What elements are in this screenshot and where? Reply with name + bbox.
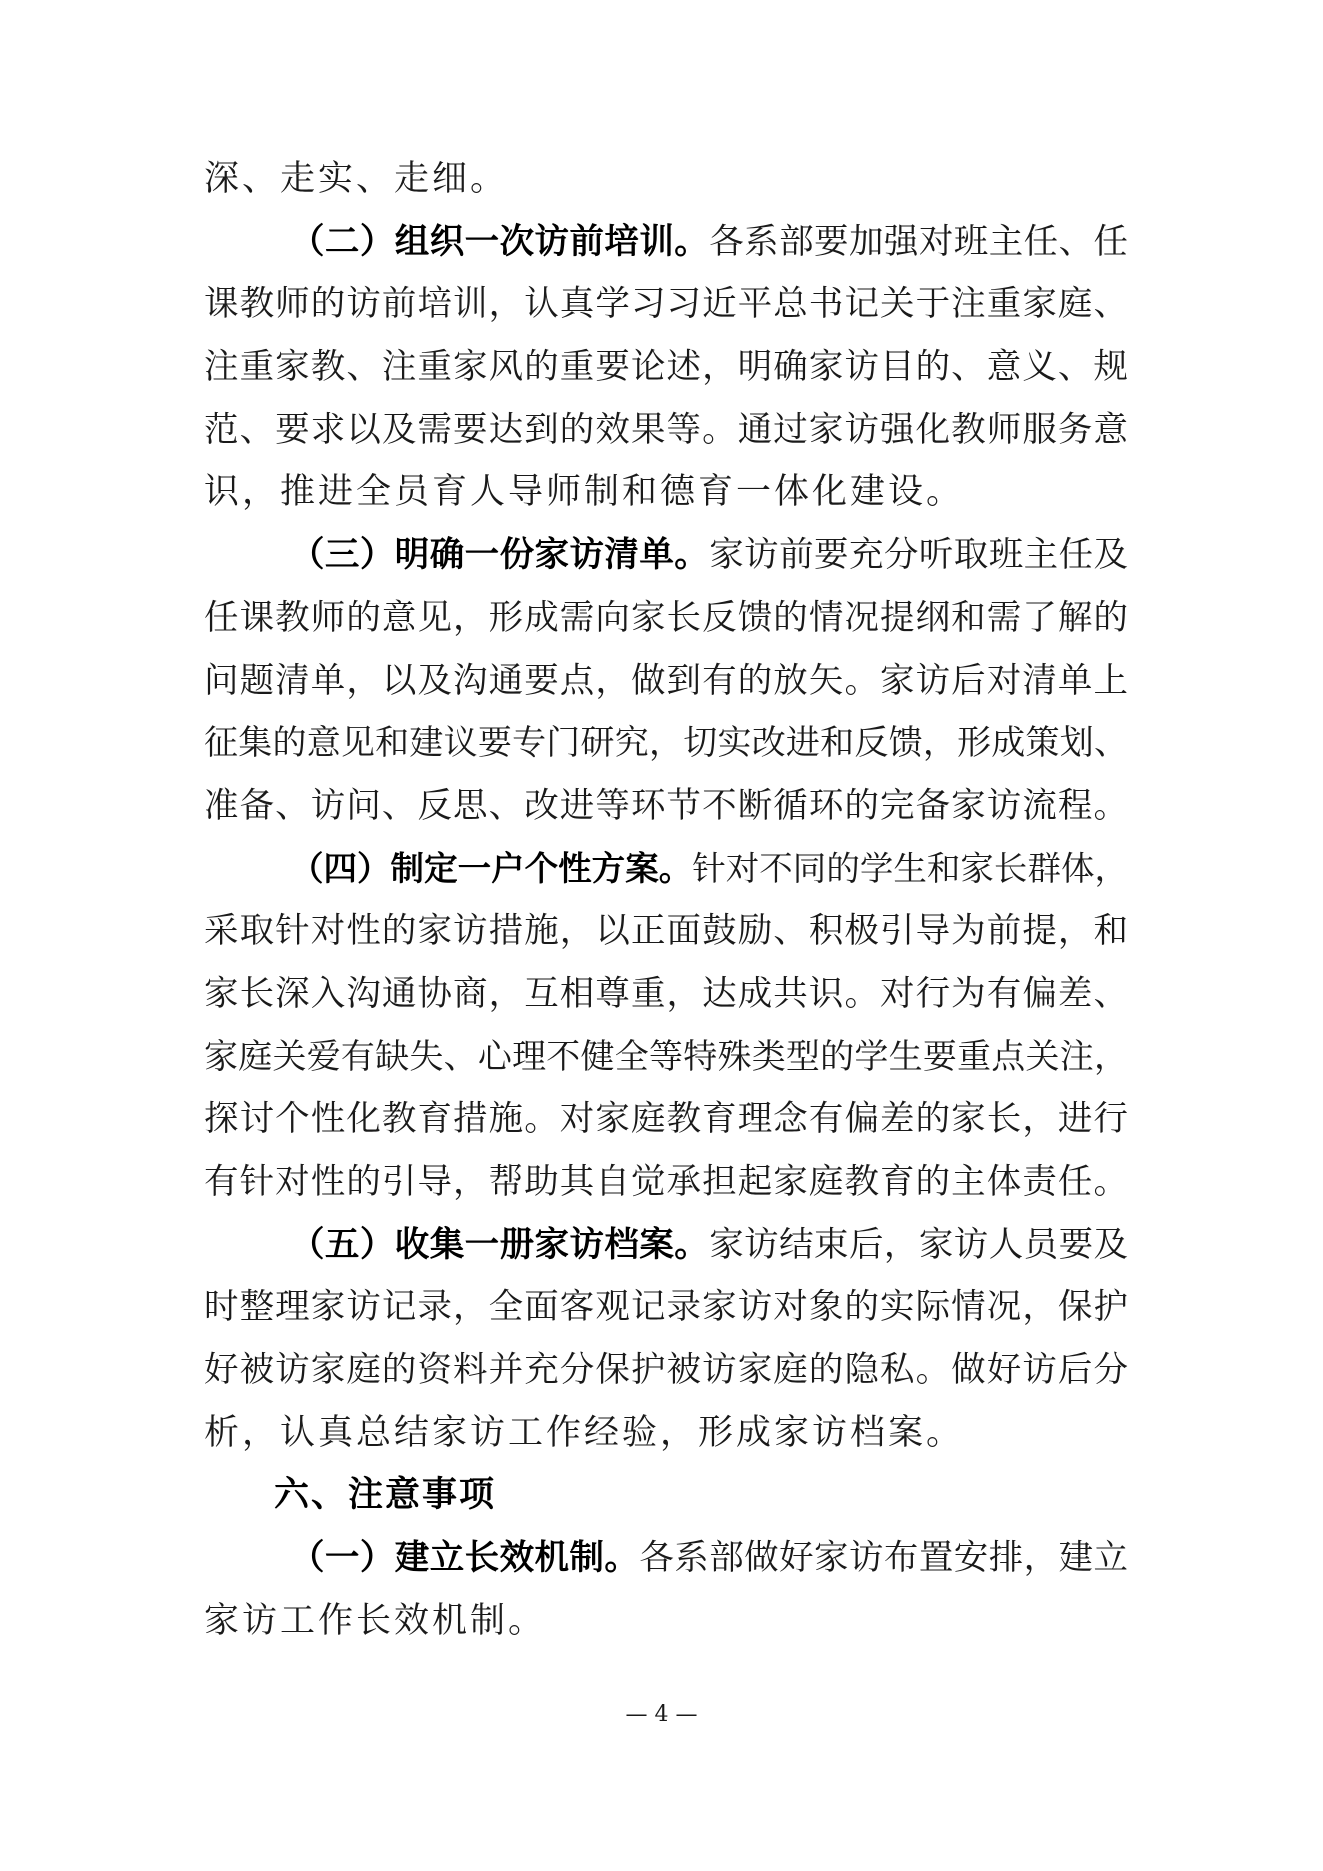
subsection-title: （四）制定一户个性方案。 <box>290 848 693 888</box>
paragraph-line <box>204 1339 1128 1402</box>
paragraph-text: 析，认真总结家访工作经验，形成家访档案。 <box>204 1412 965 1453</box>
paragraph-line <box>204 148 1128 211</box>
paragraph-line <box>204 650 1128 713</box>
paragraph-text: 深、走实、走细。 <box>204 159 509 199</box>
paragraph-line <box>204 712 1128 775</box>
subsection-title: （一）建立长效机制。 <box>290 1538 640 1579</box>
paragraph-text: 课教师的访前培训，认真学习习近平总书记关于注重家庭、 <box>204 284 1128 325</box>
paragraph-text: 任课教师的意见，形成需向家长反馈的情况提纲和需了解的 <box>204 597 1128 638</box>
paragraph-line <box>204 775 1128 838</box>
paragraph-text: 征集的意见和建议要专门研究，切实改进和反馈，形成策划、 <box>204 723 1128 764</box>
paragraph-text: 采取针对性的家访措施，以正面鼓励、积极引导为前提，和 <box>204 911 1128 952</box>
paragraph-line <box>204 1026 1128 1089</box>
paragraph-line <box>204 900 1128 963</box>
paragraph-first-line <box>204 524 1128 587</box>
paragraph-line <box>204 587 1128 650</box>
paragraph-text: 好被访家庭的资料并充分保护被访家庭的隐私。做好访后分 <box>204 1350 1128 1391</box>
paragraph-text: 识，推进全员育人导师制和德育一体化建设。 <box>204 472 965 513</box>
paragraph-text: 家庭关爱有缺失、心理不健全等特殊类型的学生要重点关注， <box>204 1036 1128 1077</box>
paragraph-text: 家长深入沟通协商，互相尊重，达成共识。对行为有偏差、 <box>204 973 1128 1014</box>
subsection-title: （三）明确一份家访清单。 <box>290 535 710 576</box>
paragraph-text: 各系部要加强对班主任、任 <box>709 221 1129 262</box>
paragraph-line <box>204 1088 1128 1151</box>
paragraph-first-line <box>204 1527 1128 1590</box>
paragraph-text: 问题清单，以及沟通要点，做到有的放矢。家访后对清单上 <box>204 660 1128 701</box>
paragraph-text: 家访工作长效机制。 <box>204 1600 547 1641</box>
paragraph-first-line <box>204 1214 1128 1277</box>
paragraph-text: 探讨个性化教育措施。对家庭教育理念有偏差的家长，进行 <box>204 1099 1128 1140</box>
paragraph-first-line <box>204 838 1128 901</box>
paragraph-line <box>204 1151 1128 1214</box>
page-number: — 4 — <box>625 1702 698 1727</box>
paragraph-line <box>204 273 1128 336</box>
paragraph-first-line <box>204 211 1128 274</box>
paragraph-line <box>204 336 1128 399</box>
paragraph-text: 针对不同的学生和家长群体， <box>692 848 1128 888</box>
paragraph-text: 有针对性的引导，帮助其自觉承担起家庭教育的主体责任。 <box>204 1162 1128 1202</box>
paragraph-line <box>204 461 1128 524</box>
paragraph-text: 准备、访问、反思、改进等环节不断循环的完备家访流程。 <box>204 785 1128 826</box>
document-body <box>204 148 1128 1653</box>
subsection-title: （五）收集一册家访档案。 <box>290 1224 710 1265</box>
paragraph-line <box>204 399 1128 462</box>
paragraph-line <box>204 963 1128 1026</box>
section-heading: 六、注意事项 <box>274 1475 497 1516</box>
paragraph-text: 注重家教、注重家风的重要论述，明确家访目的、意义、规 <box>204 347 1128 388</box>
paragraph-text: 家访结束后，家访人员要及 <box>709 1224 1129 1265</box>
paragraph-line <box>204 1276 1128 1339</box>
paragraph-text: 家访前要充分听取班主任及 <box>709 535 1129 576</box>
paragraph-text: 各系部做好家访布置安排，建立 <box>639 1538 1129 1579</box>
paragraph-text: 时整理家访记录，全面客观记录家访对象的实际情况，保护 <box>204 1287 1128 1328</box>
paragraph-line <box>204 1590 1128 1653</box>
paragraph-line <box>204 1402 1128 1465</box>
paragraph-text: 范、要求以及需要达到的效果等。通过家访强化教师服务意 <box>204 409 1128 450</box>
subsection-title: （二）组织一次访前培训。 <box>290 221 710 262</box>
